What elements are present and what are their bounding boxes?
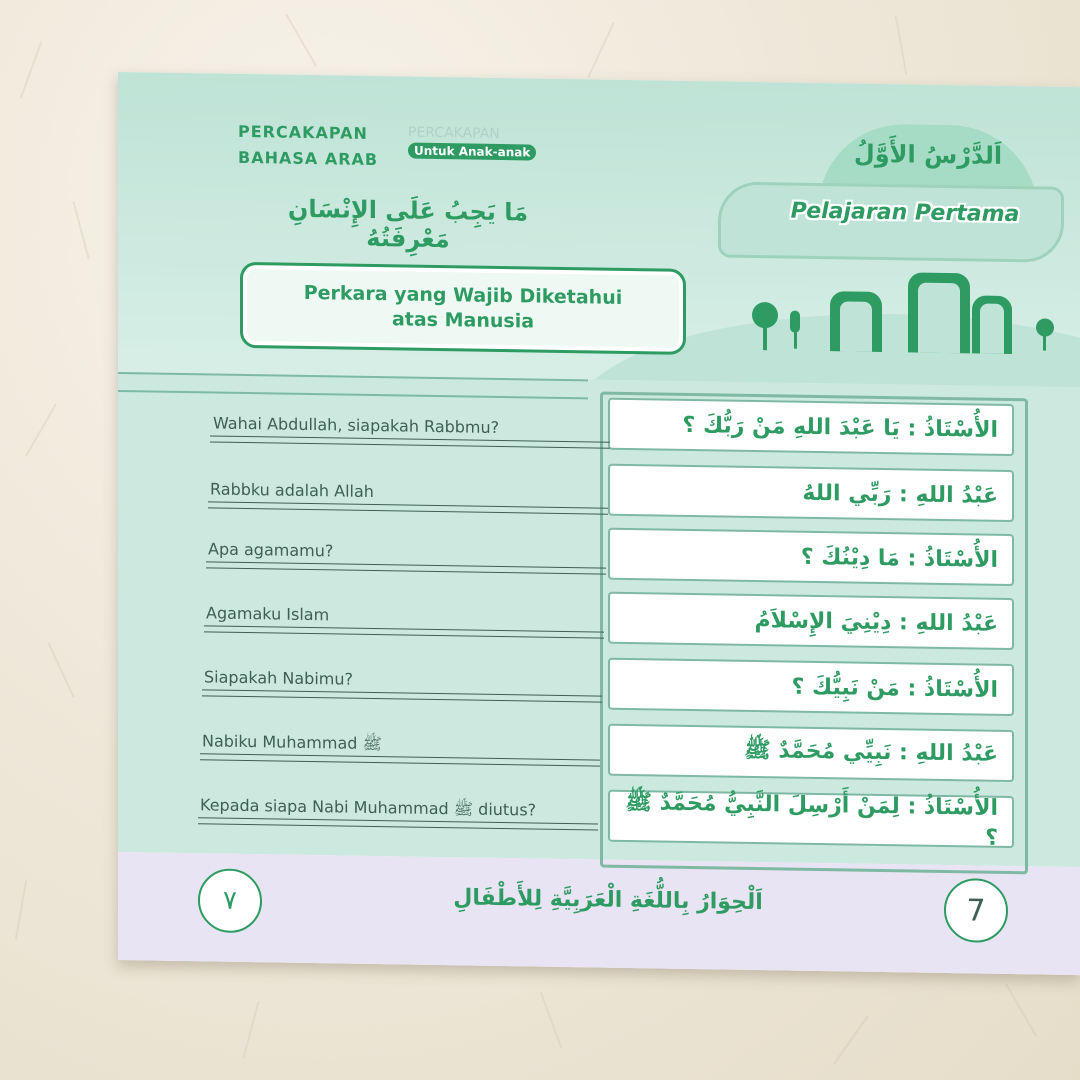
dialogue-row-arabic: عَبْدُ اللهِ : دِيْنِيَ الإِسْلاَمُ [608,592,1014,650]
lesson-number-label: Pelajaran Pertama [790,198,1020,228]
translation-text: Rabbku adalah Allah [210,479,374,502]
show-through-text: PERCAKAPAN [408,124,500,142]
lesson-subtitle-box [240,262,686,355]
dialogue-row-arabic: الأُسْتَاذُ : مَا دِيْنُكَ ؟ [608,528,1014,586]
brand-badge: Untuk Anak-anak [408,143,536,161]
building-icon [972,295,1012,354]
dialogue-row-arabic: الأُسْتَاذُ : يَا عَبْدَ اللهِ مَنْ رَبُّكَ ؟ [608,398,1014,456]
translation-text: Kepada siapa Nabi Muhammad ﷺ diutus? [200,795,537,820]
translation-text: Apa agamamu? [208,539,334,561]
translation-text: Wahai Abdullah, siapakah Rabbmu? [213,413,500,437]
translation-text: Siapakah Nabimu? [204,667,353,689]
lesson-title-arabic: مَا يَجِبُ عَلَى الإِنْسَانِ مَعْرِفَتُهُ [287,194,529,254]
building-icon [830,291,882,352]
dialogue-row-arabic: عَبْدُ اللهِ : رَبِّي اللهُ [608,464,1014,522]
translation-text: Agamaku Islam [206,603,330,625]
translation-text: Nabiku Muhammad ﷺ [202,731,382,754]
dialogue-row-arabic: عَبْدُ اللهِ : نَبِيِّي مُحَمَّدٌ ﷺ [608,724,1014,782]
brand-line-2: BAHASA ARAB [238,147,379,170]
lesson-number-arabic: اَلدَّرْسُ الأَوَّلُ [853,139,1003,170]
brand-line-1: PERCAKAPAN [238,121,368,143]
building-icon [908,272,970,353]
page-number-arabic: ٧ [198,868,262,933]
dialogue-row-arabic: الأُسْتَاذُ : لِمَنْ أَرْسِلَ النَّبِيُّ مُحَمَّدٌ ﷺ ؟ [608,790,1014,848]
book-page [118,72,1080,975]
book-title-footer: اَلْحِوَارُ بِاللُّغَةِ الْعَرَبِيَّةِ لِلأَطْفَالِ [453,885,763,916]
page-number: 7 [944,878,1008,943]
dialogue-row-arabic: الأُسْتَاذُ : مَنْ نَبِيُّكَ ؟ [608,658,1014,716]
lesson-subtitle: Perkara yang Wajib Diketahui atas Manusia [303,281,623,333]
